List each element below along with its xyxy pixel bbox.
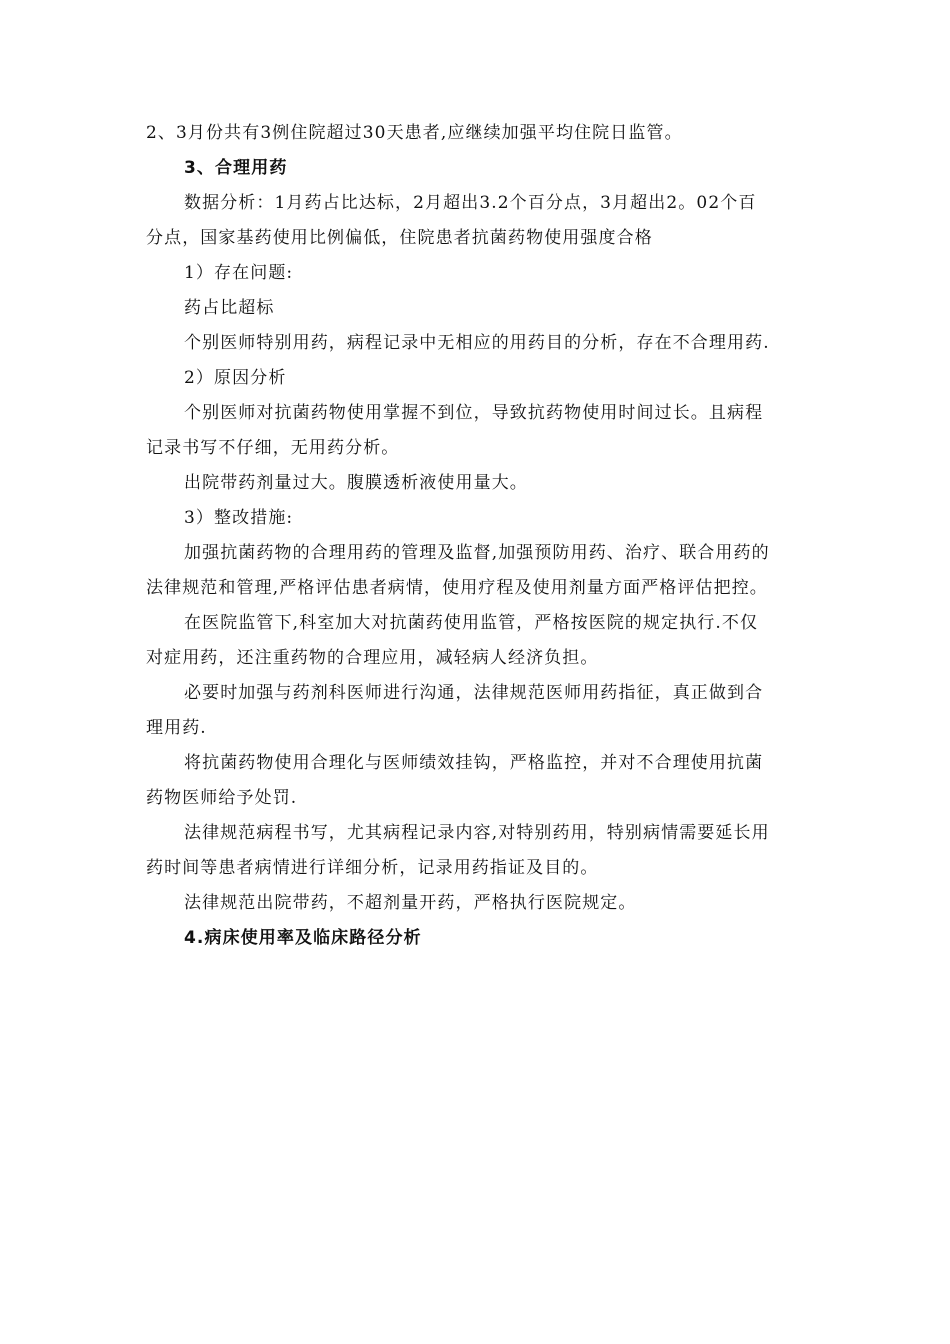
document-body bbox=[146, 122, 806, 962]
text-line: 药物医师给予处罚. bbox=[146, 788, 298, 808]
text-line: 记录书写不仔细，无用药分析。 bbox=[146, 438, 400, 458]
text-line: 分点，国家基药使用比例偏低，住院患者抗菌药物使用强度合格 bbox=[146, 228, 653, 248]
text-line: 药占比超标 bbox=[184, 298, 275, 318]
text-line: 必要时加强与药剂科医师进行沟通，法律规范医师用药指征，真正做到合 bbox=[184, 683, 764, 703]
subsection-heading: 1）存在问题: bbox=[184, 263, 294, 283]
text-line: 加强抗菌药物的合理用药的管理及监督,加强预防用药、治疗、联合用药的 bbox=[184, 543, 770, 563]
text-line: 个别医师特别用药，病程记录中无相应的用药目的分析，存在不合理用药. bbox=[184, 333, 770, 353]
text-line: 对症用药，还注重药物的合理应用，减轻病人经济负担。 bbox=[146, 648, 599, 668]
text-line: 数据分析：1月药占比达标，2月超出3.2个百分点，3月超出2。02个百 bbox=[184, 193, 757, 213]
text-line: 个别医师对抗菌药物使用掌握不到位，导致抗药物使用时间过长。且病程 bbox=[184, 403, 764, 423]
text-line: 药时间等患者病情进行详细分析，记录用药指证及目的。 bbox=[146, 858, 599, 878]
text-line: 法律规范出院带药，不超剂量开药，严格执行医院规定。 bbox=[184, 893, 637, 913]
section-heading: 4.病床使用率及临床路径分析 bbox=[184, 928, 422, 948]
text-line: 2、3月份共有3例住院超过30天患者,应继续加强平均住院日监管。 bbox=[146, 123, 683, 143]
text-line: 法律规范病程书写，尤其病程记录内容,对特别药用，特别病情需要延长用 bbox=[184, 823, 770, 843]
text-line: 在医院监管下,科室加大对抗菌药使用监管，严格按医院的规定执行.不仅 bbox=[184, 613, 759, 633]
text-line: 将抗菌药物使用合理化与医师绩效挂钩，严格监控，并对不合理使用抗菌 bbox=[184, 753, 764, 773]
text-line: 法律规范和管理,严格评估患者病情，使用疗程及使用剂量方面严格评估把控。 bbox=[146, 578, 768, 598]
text-line: 出院带药剂量过大。腹膜透析液使用量大。 bbox=[184, 473, 528, 493]
section-heading: 3、合理用药 bbox=[184, 158, 288, 178]
subsection-heading: 2）原因分析 bbox=[184, 368, 287, 388]
text-line: 理用药. bbox=[146, 718, 207, 738]
subsection-heading: 3）整改措施: bbox=[184, 508, 294, 528]
